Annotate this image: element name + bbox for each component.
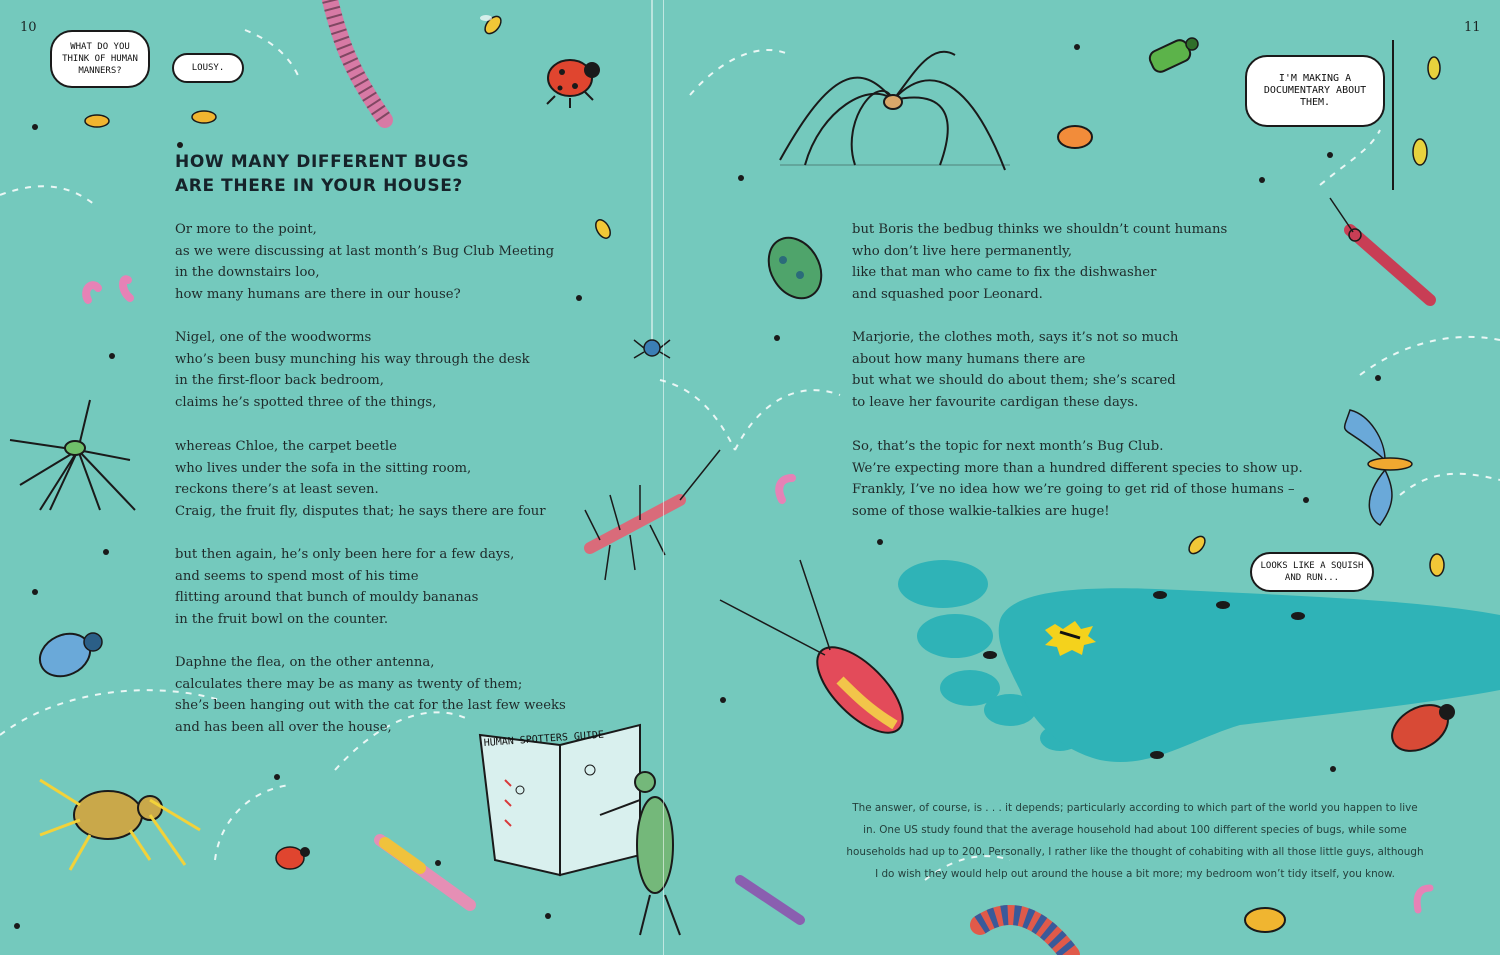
fly-icon (1186, 533, 1208, 556)
yellow-spider-icon (40, 780, 200, 870)
stanza-2: Nigel, one of the woodworms who’s been busy munching his way through the desk in the first-floor back bedroom, claims he’s spotted three of the things, (175, 330, 530, 411)
cockroach-icon (720, 560, 917, 747)
page-gutter (663, 0, 664, 955)
ladybird-icon (547, 60, 600, 108)
harvestman-spider-icon (780, 52, 1005, 170)
page-title-line-2: ARE THERE IN YOUR HOUSE? (175, 176, 463, 196)
stanza-6: but Boris the bedbug thinks we shouldn’t count humans who don’t live here permanently, like that man who came to fix the dishwasher and squashed poor Leonard. (852, 222, 1228, 303)
striped-millipede-icon (980, 915, 1070, 955)
speech-bubble-squish: LOOKS LIKE A SQUISH AND RUN... (1250, 552, 1374, 592)
woodlouse-icon (85, 115, 109, 127)
ladybird-icon (276, 847, 310, 869)
blue-beetle-icon (33, 626, 102, 684)
stanza-1: Or more to the point, as we were discussing at last month’s Bug Club Meeting in the downstairs loo, how many humans are there in our house? (175, 222, 555, 303)
stanza-7: Marjorie, the clothes moth, says it’s not so much about how many humans there are but what we should do about them; she’s scared to leave her favourite cardigan these days. (852, 330, 1179, 411)
page-number-left: 10 (20, 20, 37, 35)
page-number-right: 11 (1464, 20, 1481, 35)
worm-icon (779, 478, 792, 500)
stanza-8: So, that’s the topic for next month’s Bug Club. We’re expecting more than a hundred different species to show up. Frankly, I’ve no idea how we’re going to get rid of those humans – some of those walkie-talkies are huge! (852, 439, 1303, 520)
millipede-icon (330, 0, 385, 120)
harvestman-body (884, 95, 902, 109)
woodlouse-icon (1245, 908, 1285, 932)
spotted-beetle-icon (758, 228, 832, 307)
fly-icon (480, 13, 504, 36)
wasp-icon (1413, 57, 1440, 165)
footnote: The answer, of course, is . . . it depends; particularly according to which part of the world you happen to live in. One US study found that the average household had about 100 different species of bugs, while some households had up to 200. Personally, I rather like the thought of cohabiting with all those little guys, although I do wish they would help out around the house a bit more; my bedroom won’t tidy itself, you know. (846, 802, 1424, 880)
worm-icon (1417, 888, 1430, 910)
spotters-guide-book (480, 725, 640, 875)
speech-bubble-documentary: I'M MAKING A DOCUMENTARY ABOUT THEM. (1245, 55, 1385, 127)
stanza-4: but then again, he’s only been here for a few days, and seems to spend most of his time flitting around that bunch of mouldy bananas in the fruit bowl on the counter. (175, 547, 515, 628)
stanza-5: Daphne the flea, on the other antenna, calculates there may be as many as twenty of them; she’s been hanging out with the cat for the last few weeks and has been all over the house, (175, 655, 566, 736)
page-title (175, 150, 535, 198)
silverfish-icon (740, 880, 800, 920)
fly-icon (593, 217, 613, 240)
earwig-icon (1330, 198, 1430, 300)
earwig-icon (380, 840, 470, 905)
speech-bubble-human-manners: WHAT DO YOU THINK OF HUMAN MANNERS? (50, 30, 150, 88)
stanza-3: whereas Chloe, the carpet beetle who lives under the sofa in the sitting room, reckons there’s at least seven. Craig, the fruit fly, disputes that; he says there are four (175, 439, 546, 520)
book-title: HUMAN SPOTTERS GUIDE (483, 729, 605, 749)
worm-icon (86, 285, 98, 300)
hanging-spider-icon (634, 340, 670, 358)
house-centipede-icon (585, 450, 720, 580)
page-title-line-1: HOW MANY DIFFERENT BUGS (175, 152, 470, 172)
woodlouse-icon (1058, 126, 1092, 148)
speech-bubble-lousy: LOUSY. (172, 53, 244, 83)
moth-icon (1345, 410, 1412, 525)
green-beetle-icon (1147, 38, 1198, 75)
woodlouse-icon (192, 111, 216, 123)
wasp-icon (1430, 554, 1444, 576)
worm-icon (123, 279, 130, 298)
spider-body (65, 441, 85, 455)
